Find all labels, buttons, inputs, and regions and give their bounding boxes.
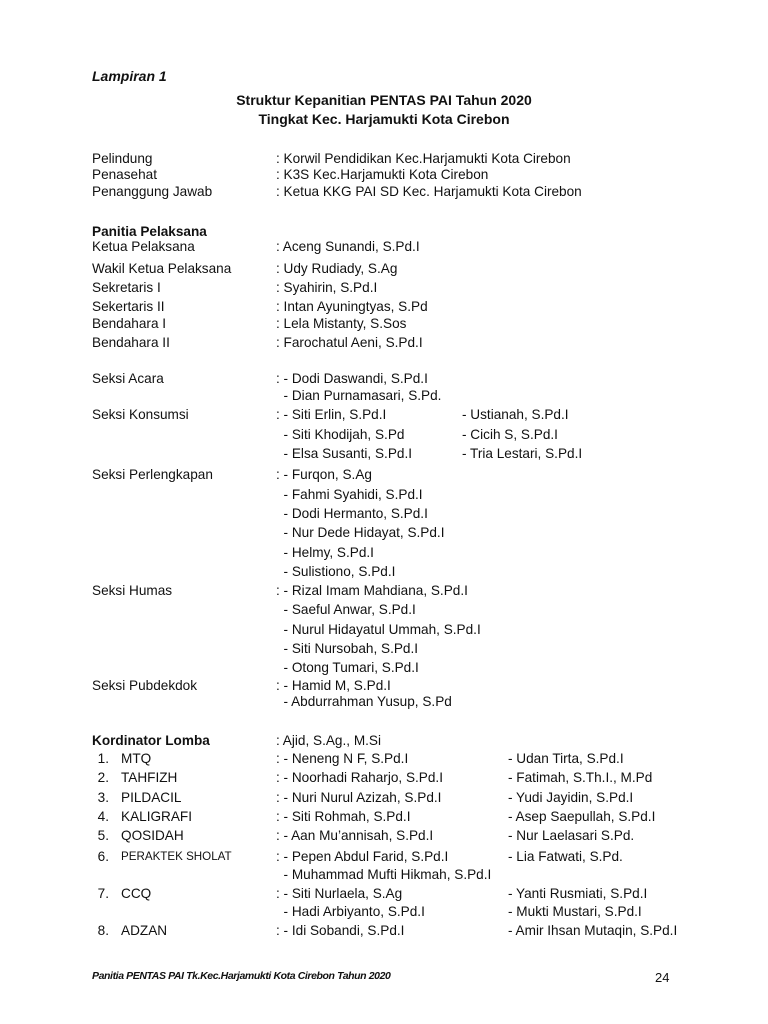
member: : - Idi Sobandi, S.Pd.I	[276, 923, 405, 938]
member: - Amir Ihsan Mutaqin, S.Pd.I	[508, 923, 678, 938]
label: Seksi Pubdekdok	[92, 678, 198, 693]
member: - Tria Lestari, S.Pd.I	[462, 446, 583, 461]
member: - Helmy, S.Pd.I	[276, 545, 374, 560]
page-number: 24	[655, 970, 670, 985]
member: : - Rizal Imam Mahdiana, S.Pd.I	[276, 583, 468, 598]
label: Seksi Acara	[92, 371, 164, 386]
lomba-name: PERAKTEK SHOLAT	[121, 850, 232, 863]
value: : Ketua KKG PAI SD Kec. Harjamukti Kota Cirebon	[276, 184, 582, 199]
member: : - Pepen Abdul Farid, S.Pd.I	[276, 849, 449, 864]
member: : - Furqon, S.Ag	[276, 467, 372, 482]
member: - Muhammad Mufti Hikmah, S.Pd.I	[276, 867, 492, 882]
lomba-name: KALIGRAFI	[121, 809, 193, 824]
member: - Ustianah, S.Pd.I	[462, 407, 569, 422]
number: 6.	[97, 849, 109, 864]
member: - Siti Khodijah, S.Pd	[276, 427, 405, 442]
member: : - Nuri Nurul Azizah, S.Pd.I	[276, 790, 442, 805]
value: : Intan Ayuningtyas, S.Pd	[276, 299, 428, 314]
member: - Sulistiono, S.Pd.I	[276, 564, 396, 579]
lomba-name: QOSIDAH	[121, 828, 184, 843]
member: - Nurul Hidayatul Ummah, S.Pd.I	[276, 622, 481, 637]
value: : Farochatul Aeni, S.Pd.I	[276, 335, 423, 350]
member: - Dian Purnamasari, S.Pd.	[276, 388, 442, 403]
label: Sekretaris I	[92, 280, 161, 295]
member: - Cicih S, S.Pd.I	[462, 427, 558, 442]
number: 4.	[97, 809, 109, 824]
member: - Nur Dede Hidayat, S.Pd.I	[276, 525, 445, 540]
label: Seksi Humas	[92, 583, 173, 598]
number: 1.	[97, 751, 109, 766]
document-subtitle: Tingkat Kec. Harjamukti Kota Cirebon	[258, 111, 510, 127]
label: Ketua Pelaksana	[92, 239, 195, 254]
member: : - Dodi Daswandi, S.Pd.I	[276, 371, 428, 386]
member: : - Siti Rohmah, S.Pd.I	[276, 809, 411, 824]
number: 2.	[97, 770, 109, 785]
member: - Fahmi Syahidi, S.Pd.I	[276, 487, 423, 502]
member: - Otong Tumari, S.Pd.I	[276, 660, 419, 675]
label: Bendahara II	[92, 335, 170, 350]
member: - Elsa Susanti, S.Pd.I	[276, 446, 412, 461]
member: - Saeful Anwar, S.Pd.I	[276, 602, 416, 617]
label: Penasehat	[92, 167, 158, 182]
member: : - Siti Nurlaela, S.Ag	[276, 886, 403, 901]
member: : - Noorhadi Raharjo, S.Pd.I	[276, 770, 443, 785]
member: : - Neneng N F, S.Pd.I	[276, 751, 409, 766]
label: Wakil Ketua Pelaksana	[92, 261, 232, 276]
member: - Siti Nursobah, S.Pd.I	[276, 641, 419, 656]
member: - Hadi Arbiyanto, S.Pd.I	[276, 904, 425, 919]
number: 3.	[97, 790, 109, 805]
member: - Asep Saepullah, S.Pd.I	[508, 809, 656, 824]
label: Seksi Perlengkapan	[92, 467, 213, 482]
value: : Udy Rudiady, S.Ag	[276, 261, 398, 276]
member: - Udan Tirta, S.Pd.I	[508, 751, 624, 766]
value: : K3S Kec.Harjamukti Kota Cirebon	[276, 167, 489, 182]
member: - Abdurrahman Yusup, S.Pd	[276, 694, 452, 709]
label: Sekertaris II	[92, 299, 165, 314]
label: Bendahara I	[92, 316, 167, 331]
lomba-name: MTQ	[121, 751, 152, 766]
heading-text: Panitia Pelaksana	[92, 224, 207, 239]
label: Pelindung	[92, 151, 153, 166]
member: - Lia Fatwati, S.Pd.	[508, 849, 623, 864]
label: Seksi Konsumsi	[92, 407, 189, 422]
member: - Yanti Rusmiati, S.Pd.I	[508, 886, 648, 901]
lomba-name: ADZAN	[121, 923, 168, 938]
lomba-name: CCQ	[121, 886, 152, 901]
value: : Korwil Pendidikan Kec.Harjamukti Kota Cirebon	[276, 151, 571, 166]
value: : Aceng Sunandi, S.Pd.I	[276, 239, 420, 254]
number: 5.	[97, 828, 109, 843]
value: : Lela Mistanty, S.Sos	[276, 316, 407, 331]
member: : - Hamid M, S.Pd.I	[276, 678, 391, 693]
member: - Dodi Hermanto, S.Pd.I	[276, 506, 428, 521]
label: Penanggung Jawab	[92, 184, 213, 199]
attachment-label: Lampiran 1	[92, 68, 167, 84]
label: Kordinator Lomba	[92, 733, 210, 748]
member: : - Siti Erlin, S.Pd.I	[276, 407, 387, 422]
document-title: Struktur Kepanitian PENTAS PAI Tahun 2020	[236, 92, 532, 108]
member: - Nur Laelasari S.Pd.	[508, 828, 635, 843]
value: : Syahirin, S.Pd.I	[276, 280, 378, 295]
number: 8.	[97, 923, 109, 938]
value: : Ajid, S.Ag., M.Si	[276, 733, 382, 748]
member: - Fatimah, S.Th.I., M.Pd	[508, 770, 653, 785]
number: 7.	[97, 886, 109, 901]
member: : - Aan Mu’annisah, S.Pd.I	[276, 828, 434, 843]
lomba-name: TAHFIZH	[121, 770, 178, 785]
member: - Mukti Mustari, S.Pd.I	[508, 904, 642, 919]
lomba-name: PILDACIL	[121, 790, 182, 805]
footer-text: Panitia PENTAS PAI Tk.Kec.Harjamukti Kota Cirebon Tahun 2020	[92, 970, 391, 982]
member: - Yudi Jayidin, S.Pd.I	[508, 790, 634, 805]
